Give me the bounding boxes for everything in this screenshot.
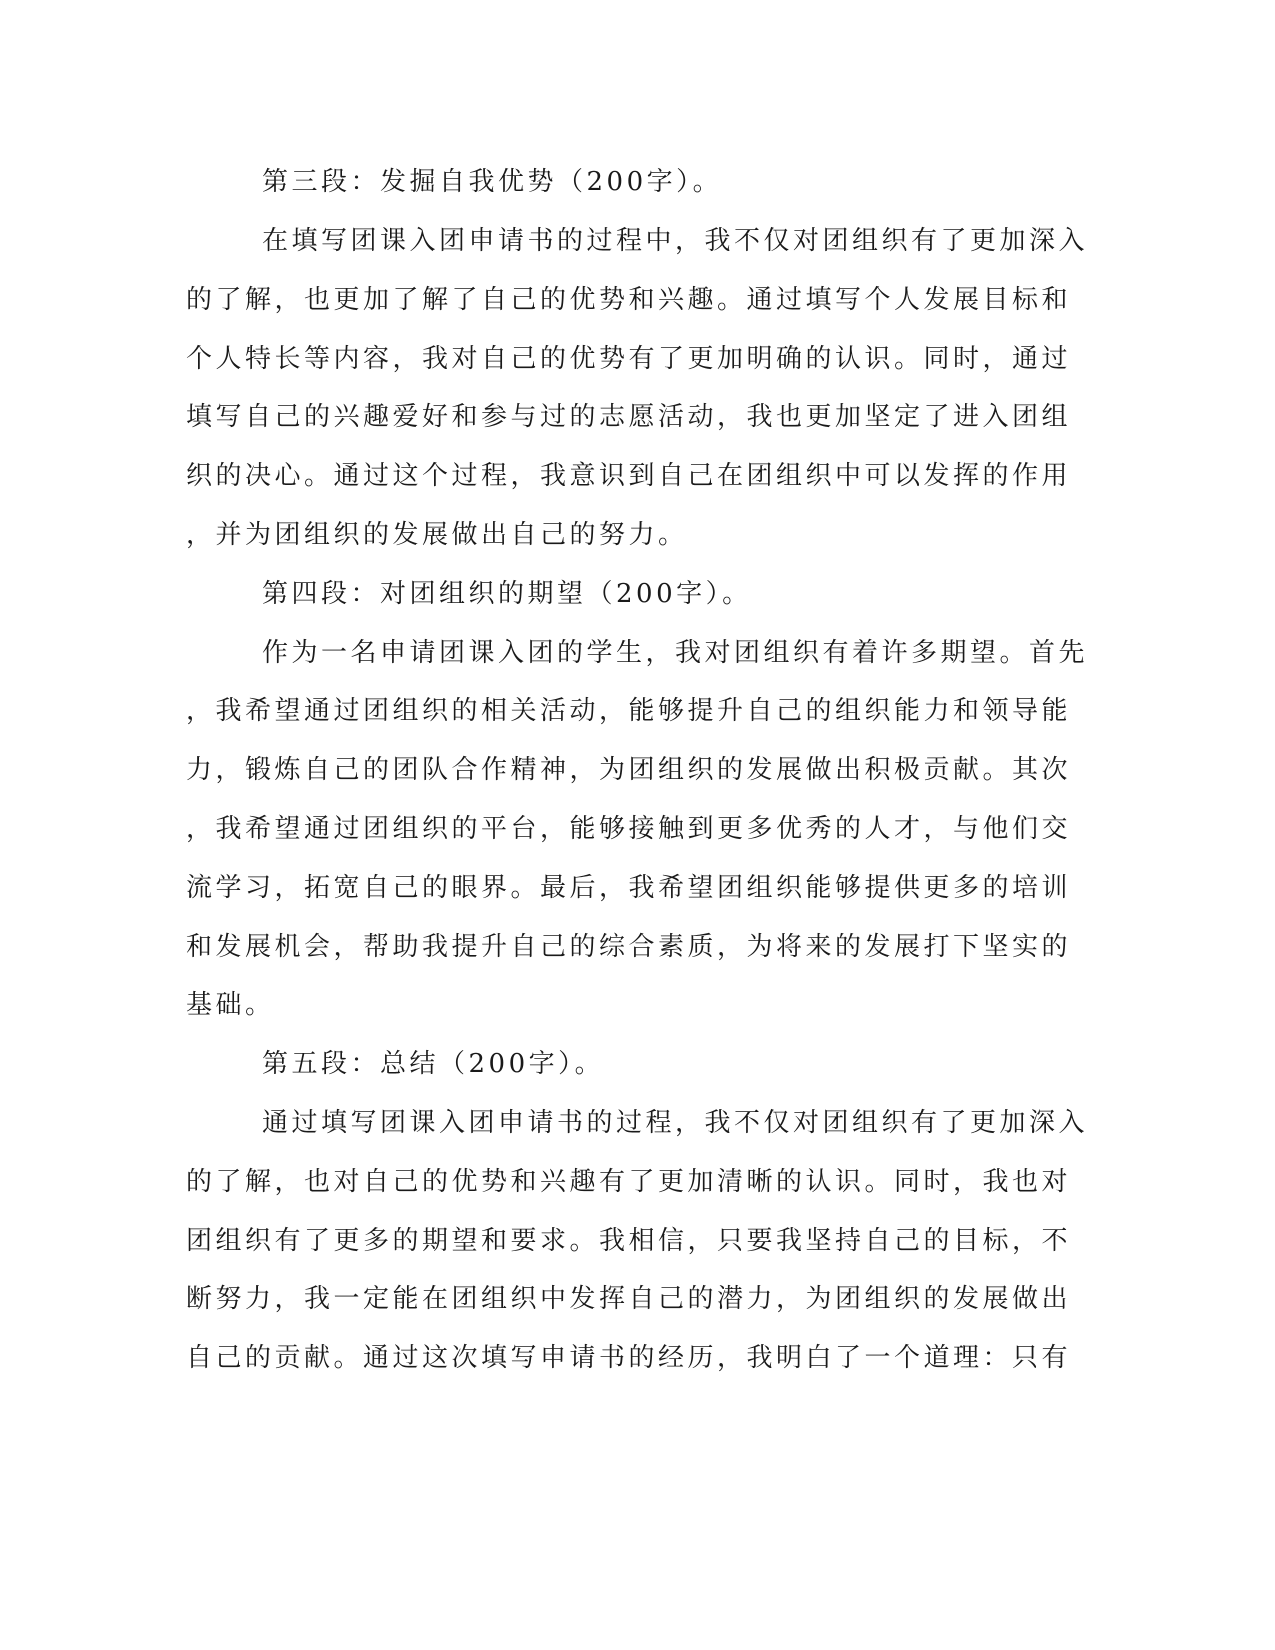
paragraph-line: 团组织有了更多的期望和要求。我相信，只要我坚持自己的目标，不 bbox=[186, 1226, 1072, 1256]
paragraph-line: 基础。 bbox=[186, 990, 275, 1020]
section-heading-5: 第五段：总结（200字）。 bbox=[262, 1049, 605, 1079]
paragraph-line: ，我希望通过团组织的平台，能够接触到更多优秀的人才，与他们交 bbox=[186, 814, 1072, 844]
paragraph-line: 填写自己的兴趣爱好和参与过的志愿活动，我也更加坚定了进入团组 bbox=[186, 402, 1072, 432]
paragraph-line: 断努力，我一定能在团组织中发挥自己的潜力，为团组织的发展做出 bbox=[186, 1284, 1072, 1314]
paragraph-line: 作为一名申请团课入团的学生，我对团组织有着许多期望。首先 bbox=[262, 638, 1089, 668]
paragraph-line: 的了解，也对自己的优势和兴趣有了更加清晰的认识。同时，我也对 bbox=[186, 1167, 1072, 1197]
paragraph-line: 流学习，拓宽自己的眼界。最后，我希望团组织能够提供更多的培训 bbox=[186, 873, 1072, 903]
paragraph-line: 力，锻炼自己的团队合作精神，为团组织的发展做出积极贡献。其次 bbox=[186, 755, 1072, 785]
paragraph-line: 和发展机会，帮助我提升自己的综合素质，为将来的发展打下坚实的 bbox=[186, 932, 1072, 962]
paragraph-line: 的了解，也更加了解了自己的优势和兴趣。通过填写个人发展目标和 bbox=[186, 285, 1072, 315]
paragraph-line: 通过填写团课入团申请书的过程，我不仅对团组织有了更加深入 bbox=[262, 1108, 1089, 1138]
paragraph-line: 织的决心。通过这个过程，我意识到自己在团组织中可以发挥的作用 bbox=[186, 461, 1072, 491]
paragraph-line: 自己的贡献。通过这次填写申请书的经历，我明白了一个道理：只有 bbox=[186, 1343, 1072, 1373]
paragraph-line: ，我希望通过团组织的相关活动，能够提升自己的组织能力和领导能 bbox=[186, 696, 1072, 726]
section-heading-4: 第四段：对团组织的期望（200字）。 bbox=[262, 579, 752, 609]
section-heading-3: 第三段：发掘自我优势（200字）。 bbox=[262, 167, 723, 197]
paragraph-line: 个人特长等内容，我对自己的优势有了更加明确的认识。同时，通过 bbox=[186, 344, 1072, 374]
paragraph-line: 在填写团课入团申请书的过程中，我不仅对团组织有了更加深入 bbox=[262, 226, 1089, 256]
paragraph-line: ，并为团组织的发展做出自己的努力。 bbox=[186, 520, 688, 550]
